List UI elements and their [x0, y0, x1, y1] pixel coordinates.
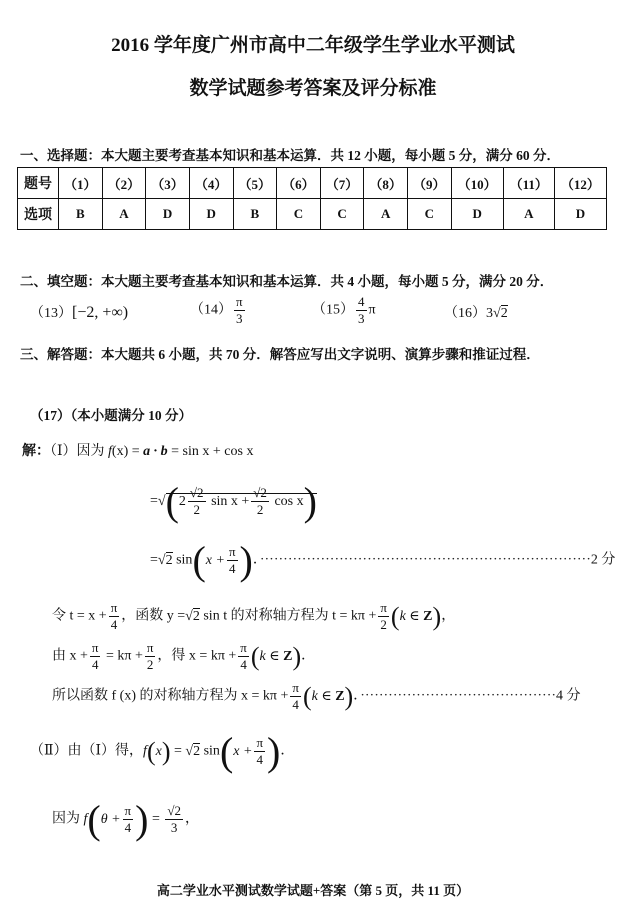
text: ， — [185, 811, 199, 827]
numerator: π — [124, 803, 132, 818]
question-number: （12） — [554, 168, 606, 199]
func: f — [108, 444, 112, 459]
denominator: 2 — [256, 502, 264, 517]
pi: π — [368, 302, 376, 318]
paren-group — [303, 689, 353, 704]
text: x — [155, 743, 162, 759]
radicand: 2 — [165, 552, 173, 568]
leader-dots: ······································································· — [259, 552, 591, 568]
section3-header: 三、解答题：本大题共 6 小题，共 70 分．解答应写出文字说明、演算步骤和推证过程． — [20, 347, 540, 362]
question-number: （9） — [408, 168, 452, 199]
page-footer: 高二学业水平测试数学试题+答案（第 5 页，共 11 页） — [156, 883, 470, 898]
solution-line-1 — [22, 440, 253, 460]
integers: Z — [283, 648, 293, 664]
text: 因为 — [52, 811, 84, 827]
text: cos x — [270, 493, 304, 509]
question-number: （3） — [146, 168, 190, 199]
text: ． — [301, 648, 316, 664]
q15-label: （15） — [312, 302, 354, 318]
text: 所以函数 f (x) 的对称轴方程为 x = kπ + — [52, 688, 289, 704]
solution-line-2 — [150, 478, 317, 525]
fraction — [378, 600, 389, 633]
radicand-group — [166, 485, 317, 517]
denominator: 3 — [236, 311, 243, 326]
numerator: √2 — [167, 803, 181, 818]
paren-group — [251, 649, 301, 664]
solution-line-5 — [52, 640, 315, 673]
question-number: （4） — [189, 168, 233, 199]
text: 由 x + — [52, 648, 88, 664]
text: ． — [353, 688, 361, 704]
paren-group — [147, 744, 171, 759]
answer-choice: B — [59, 199, 103, 230]
text: k ∈ — [259, 648, 284, 664]
sqrt-icon — [493, 306, 501, 321]
text: k ∈ — [311, 688, 336, 704]
table-label-answers: 选项 — [18, 199, 59, 230]
denominator: 4 — [228, 561, 236, 576]
question-number: （6） — [277, 168, 321, 199]
text: x + — [233, 743, 253, 759]
jie-label: 解： — [22, 444, 50, 459]
radicand: 2 — [193, 743, 201, 759]
numerator: π — [110, 600, 118, 615]
numerator: π — [292, 680, 299, 695]
denominator: 4 — [240, 657, 247, 672]
paren-group — [192, 544, 252, 576]
question-number: （10） — [451, 168, 503, 199]
numerator: 4 — [358, 294, 365, 309]
question-number: （5） — [233, 168, 277, 199]
fraction — [145, 640, 156, 673]
fill-answer-15 — [312, 294, 376, 327]
answer-table — [17, 167, 607, 230]
radicand: 2 — [500, 306, 508, 321]
text: sin t 的对称轴方程为 t = kπ + — [199, 608, 377, 624]
text: = kπ + — [102, 648, 143, 664]
answer-choice: D — [451, 199, 503, 230]
denominator: 3 — [358, 311, 365, 326]
fraction — [90, 640, 101, 673]
fraction — [188, 485, 206, 518]
text: sin x + — [207, 493, 250, 509]
answer-choice: A — [364, 199, 408, 230]
denominator: 2 — [193, 502, 200, 517]
text: θ + — [100, 811, 121, 827]
table-row-numbers — [18, 168, 607, 199]
denominator: 4 — [91, 657, 99, 672]
fraction — [165, 803, 183, 836]
fraction — [227, 544, 238, 577]
text: sin — [172, 552, 193, 568]
denominator: 3 — [170, 820, 178, 835]
question-number: （7） — [320, 168, 364, 199]
text: = sin x + cos x — [167, 444, 254, 459]
fraction — [238, 640, 249, 673]
q15-answer — [356, 294, 367, 327]
text: x + — [205, 552, 225, 568]
answer-choice: D — [146, 199, 190, 230]
solution-line-6 — [52, 680, 581, 713]
question-number: （1） — [59, 168, 103, 199]
integers: Z — [335, 688, 345, 704]
numerator: √2 — [189, 485, 204, 500]
eq: = — [150, 493, 158, 509]
text: ，函数 y = — [121, 608, 186, 624]
denominator: 4 — [110, 617, 118, 632]
answer-choice: C — [320, 199, 364, 230]
text: ． — [252, 552, 260, 568]
answer-choice: A — [503, 199, 554, 230]
text: (x) = — [111, 444, 144, 459]
denominator: 4 — [124, 820, 132, 835]
func: f — [83, 811, 88, 827]
q17-title: （17）（本小题满分 10 分） — [30, 408, 192, 423]
answer-choice: C — [277, 199, 321, 230]
numerator: √2 — [253, 485, 267, 500]
fraction — [123, 803, 134, 836]
section2-header: 二、填空题：本大题主要考查基本知识和基本运算．共 4 小题，每小题 5 分，满分 20 分． — [20, 274, 554, 289]
table-label-numbers: 题号 — [18, 168, 59, 199]
text: （Ⅰ）因为 — [50, 444, 109, 459]
text: 令 t = x + — [52, 608, 107, 624]
q14-answer — [234, 294, 245, 327]
text: ， — [441, 608, 456, 624]
fraction — [109, 600, 120, 633]
numerator: π — [240, 640, 247, 655]
vectors: a · b — [143, 444, 168, 459]
solution-line-7 — [30, 728, 294, 775]
sqrt-icon — [158, 494, 166, 509]
q13-label: （13） — [30, 306, 72, 321]
text: k ∈ — [399, 608, 424, 624]
question-number: （8） — [364, 168, 408, 199]
text: = — [170, 743, 186, 759]
denominator: 2 — [380, 617, 387, 632]
text: sin — [200, 743, 220, 759]
question-number: （2） — [102, 168, 146, 199]
q13-answer: [−2, +∞) — [72, 304, 129, 321]
answer-choice: B — [233, 199, 277, 230]
numerator: π — [256, 735, 264, 750]
numerator: π — [91, 640, 99, 655]
solution-line-3 — [150, 537, 615, 584]
q16-label: （16） — [444, 306, 486, 321]
numerator: π — [380, 600, 387, 615]
score: 4 分 — [556, 688, 581, 704]
denominator: 2 — [146, 657, 154, 672]
numerator: π — [228, 544, 236, 559]
question-number: （11） — [503, 168, 554, 199]
fill-answer-14 — [190, 294, 247, 327]
section1-header: 一、选择题：本大题主要考查基本知识和基本运算．共 12 小题，每小题 5 分，满分 60 分． — [20, 148, 560, 163]
paren-group — [87, 803, 148, 835]
fraction — [251, 485, 269, 518]
denominator: 4 — [292, 697, 299, 712]
fill-answer-16 — [444, 302, 508, 322]
text: = — [148, 811, 164, 827]
sqrt-icon — [158, 553, 166, 568]
text: （Ⅱ）由（Ⅰ）得， — [30, 743, 144, 759]
solution-line-4 — [52, 600, 455, 633]
eq: = — [150, 552, 158, 568]
solution-line-8 — [52, 796, 199, 843]
sqrt-icon — [185, 744, 193, 759]
fraction — [290, 680, 301, 713]
q14-label: （14） — [190, 302, 232, 318]
denominator: 4 — [256, 752, 263, 767]
q16-coef: 3 — [486, 306, 493, 321]
text: ． — [280, 743, 295, 759]
fraction — [254, 735, 265, 768]
score: 2 分 — [590, 552, 616, 568]
answer-choice: A — [102, 199, 146, 230]
radicand: 2 — [192, 608, 200, 624]
text: ，得 x = kπ + — [157, 648, 237, 664]
leader-dots: ·········································· — [360, 688, 557, 704]
answer-choice: D — [189, 199, 233, 230]
title: 2016 学年度广州市高中二年级学生学业水平测试 — [111, 35, 515, 56]
integers: Z — [423, 608, 433, 624]
sqrt-icon — [185, 609, 193, 624]
func: f — [143, 743, 147, 759]
paren-group — [391, 609, 441, 624]
answer-choice: D — [554, 199, 606, 230]
subtitle: 数学试题参考答案及评分标准 — [189, 78, 437, 99]
numerator: π — [236, 294, 243, 309]
answer-choice: C — [408, 199, 452, 230]
table-row-answers — [18, 199, 607, 230]
numerator: π — [146, 640, 154, 655]
radicand: 2 — [178, 493, 186, 509]
fill-answer-13 — [30, 302, 128, 322]
paren-group — [220, 735, 280, 767]
